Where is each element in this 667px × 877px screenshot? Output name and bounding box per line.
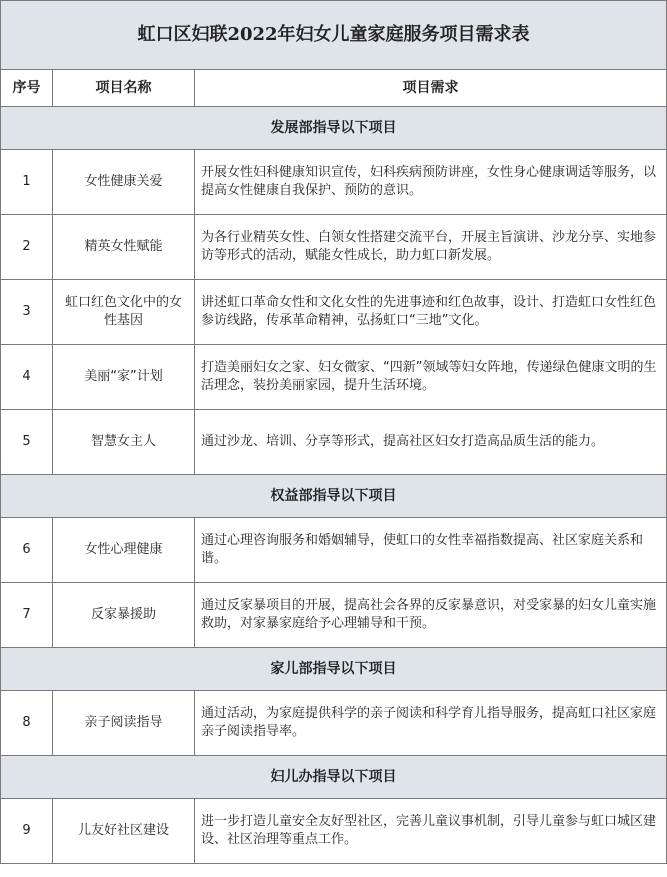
row-desc: 开展女性妇科健康知识宣传，妇科疾病预防讲座，女性身心健康调适等服务，以提高女性健康自我保护、预防的意识。 [195, 150, 667, 215]
row-name: 虹口红色文化中的女性基因 [53, 280, 195, 345]
header-no: 序号 [1, 70, 53, 107]
row-desc: 通过活动，为家庭提供科学的亲子阅读和科学育儿指导服务，提高虹口社区家庭亲子阅读指导率。 [195, 691, 667, 756]
row-number: 8 [1, 691, 53, 756]
row-name: 精英女性赋能 [53, 215, 195, 280]
section-label: 发展部指导以下项目 [1, 107, 667, 150]
row-desc: 讲述虹口革命女性和文化女性的先进事迹和红色故事，设计、打造虹口女性红色参访线路，传承革命精神，弘扬虹口“三地”文化。 [195, 280, 667, 345]
row-desc: 通过反家暴项目的开展，提高社会各界的反家暴意识，对受家暴的妇女儿童实施救助，对家暴家庭给予心理辅导和干预。 [195, 583, 667, 648]
section-row [1, 648, 667, 691]
table-row [1, 799, 667, 864]
row-name: 女性健康关爱 [53, 150, 195, 215]
row-desc: 进一步打造儿童安全友好型社区，完善儿童议事机制，引导儿童参与虹口城区建设、社区治理等重点工作。 [195, 799, 667, 864]
row-number: 9 [1, 799, 53, 864]
section-label: 权益部指导以下项目 [1, 475, 667, 518]
section-row [1, 756, 667, 799]
section-label: 家儿部指导以下项目 [1, 648, 667, 691]
table-row [1, 215, 667, 280]
header-name: 项目名称 [53, 70, 195, 107]
row-desc: 打造美丽妇女之家、妇女微家、“四新”领域等妇女阵地，传递绿色健康文明的生活理念，装扮美丽家园，提升生活环境。 [195, 345, 667, 410]
row-name: 亲子阅读指导 [53, 691, 195, 756]
header-row [1, 70, 667, 107]
row-desc: 通过心理咨询服务和婚姻辅导，使虹口的女性幸福指数提高、社区家庭关系和谐。 [195, 518, 667, 583]
section-row [1, 107, 667, 150]
row-number: 3 [1, 280, 53, 345]
table-row [1, 345, 667, 410]
row-number: 6 [1, 518, 53, 583]
row-number: 2 [1, 215, 53, 280]
table-row [1, 583, 667, 648]
table-row [1, 691, 667, 756]
table-row [1, 410, 667, 475]
table-row [1, 280, 667, 345]
row-number: 7 [1, 583, 53, 648]
row-number: 1 [1, 150, 53, 215]
section-row [1, 475, 667, 518]
row-name: 儿友好社区建设 [53, 799, 195, 864]
row-name: 反家暴援助 [53, 583, 195, 648]
row-desc: 为各行业精英女性、白领女性搭建交流平台，开展主旨演讲、沙龙分享、实地参访等形式的活动，赋能女性成长，助力虹口新发展。 [195, 215, 667, 280]
row-number: 4 [1, 345, 53, 410]
table-row [1, 150, 667, 215]
row-name: 美丽“家”计划 [53, 345, 195, 410]
row-name: 智慧女主人 [53, 410, 195, 475]
table-title: 虹口区妇联2022年妇女儿童家庭服务项目需求表 [1, 1, 667, 70]
row-name: 女性心理健康 [53, 518, 195, 583]
table-row [1, 518, 667, 583]
row-desc: 通过沙龙、培训、分享等形式，提高社区妇女打造高品质生活的能力。 [195, 410, 667, 475]
header-desc: 项目需求 [195, 70, 667, 107]
title-row [1, 1, 667, 70]
section-label: 妇儿办指导以下项目 [1, 756, 667, 799]
row-number: 5 [1, 410, 53, 475]
